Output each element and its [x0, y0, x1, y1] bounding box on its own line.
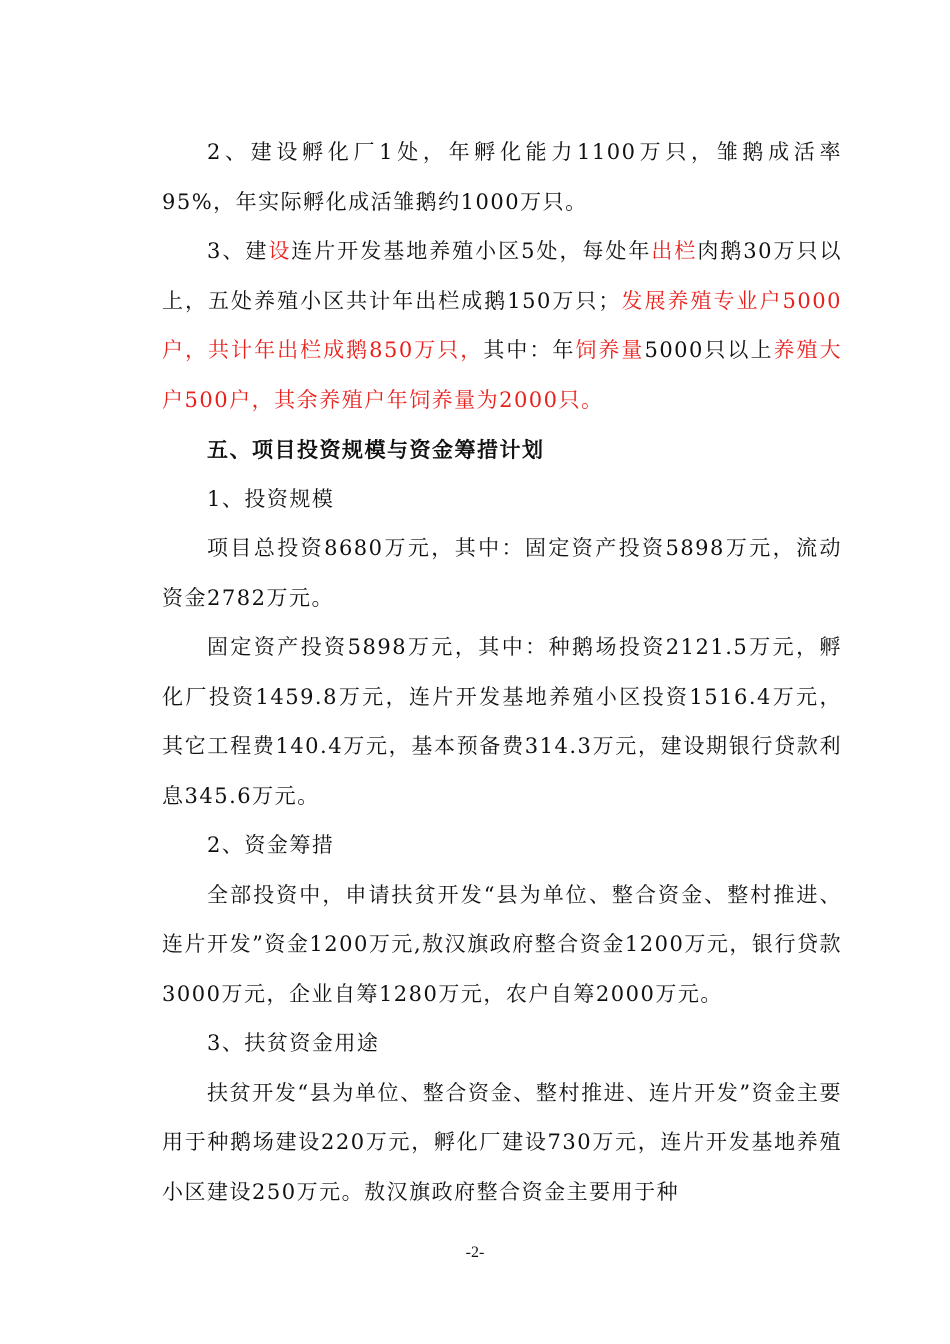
paragraph [162, 623, 842, 821]
text-run: 固定资产投资5898万元，其中：种鹅场投资2121.5万元，孵化厂投资1459.8万元，连片开发基地养殖小区投资1516.4万元，其它工程费140.4万元，基本预备费314.3万元，建设期银行贷款利息345.6万元。 [162, 635, 842, 808]
text-run: 扶贫开发“县为单位、整合资金、整村推进、连片开发”资金主要用于种鹅场建设220万元，孵化厂建设730万元，连片开发基地养殖小区建设250万元。敖汉旗政府整合资金主要用于种 [162, 1080, 842, 1204]
highlighted-text: 养殖大户500户，其余养殖户年饲养量为2000只。 [162, 338, 843, 412]
paragraph [162, 227, 842, 425]
document-body [162, 128, 842, 1217]
paragraph [162, 475, 842, 525]
text-run: 3、建 [207, 239, 269, 263]
highlighted-text: 出栏 [651, 239, 698, 263]
paragraph [162, 1069, 842, 1218]
text-run: 五、项目投资规模与资金筹措计划 [207, 437, 545, 462]
paragraph [162, 1019, 842, 1069]
highlighted-text: 饲养量 [575, 338, 645, 362]
text-run: 项目总投资8680万元，其中：固定资产投资5898万元，流动资金2782万元。 [162, 536, 842, 610]
page-number: -2- [465, 1244, 485, 1261]
paragraph [162, 871, 842, 1020]
section-heading [162, 425, 842, 475]
text-run: 其中：年 [483, 338, 576, 362]
text-run: 3、扶贫资金用途 [207, 1031, 380, 1055]
text-run: 肉鹅30万只以上，五处养殖小区共计年出栏成鹅150万只； [162, 239, 842, 313]
highlighted-text: 发展养殖专业户5000户，共计年出栏成鹅850万只， [162, 288, 842, 362]
paragraph [162, 821, 842, 871]
paragraph [162, 128, 842, 227]
text-run: 1、投资规模 [207, 486, 335, 511]
paragraph [162, 524, 842, 623]
text-run: 全部投资中，申请扶贫开发“县为单位、整合资金、整村推进、连片开发”资金1200万元,敖汉旗政府整合资金1200万元，银行贷款3000万元，企业自筹1280万元，农户自筹2000万元。 [162, 882, 842, 1006]
highlighted-text: 设 [268, 239, 292, 263]
text-run: 2、建设孵化厂1处，年孵化能力1100万只，雏鹅成活率95%，年实际孵化成活雏鹅约1000万只。 [162, 140, 842, 214]
text-run: 5000只以上 [644, 338, 774, 362]
text-run: 2、资金筹措 [207, 833, 335, 857]
text-run: 连片开发基地养殖小区5处，每处年 [291, 239, 652, 263]
